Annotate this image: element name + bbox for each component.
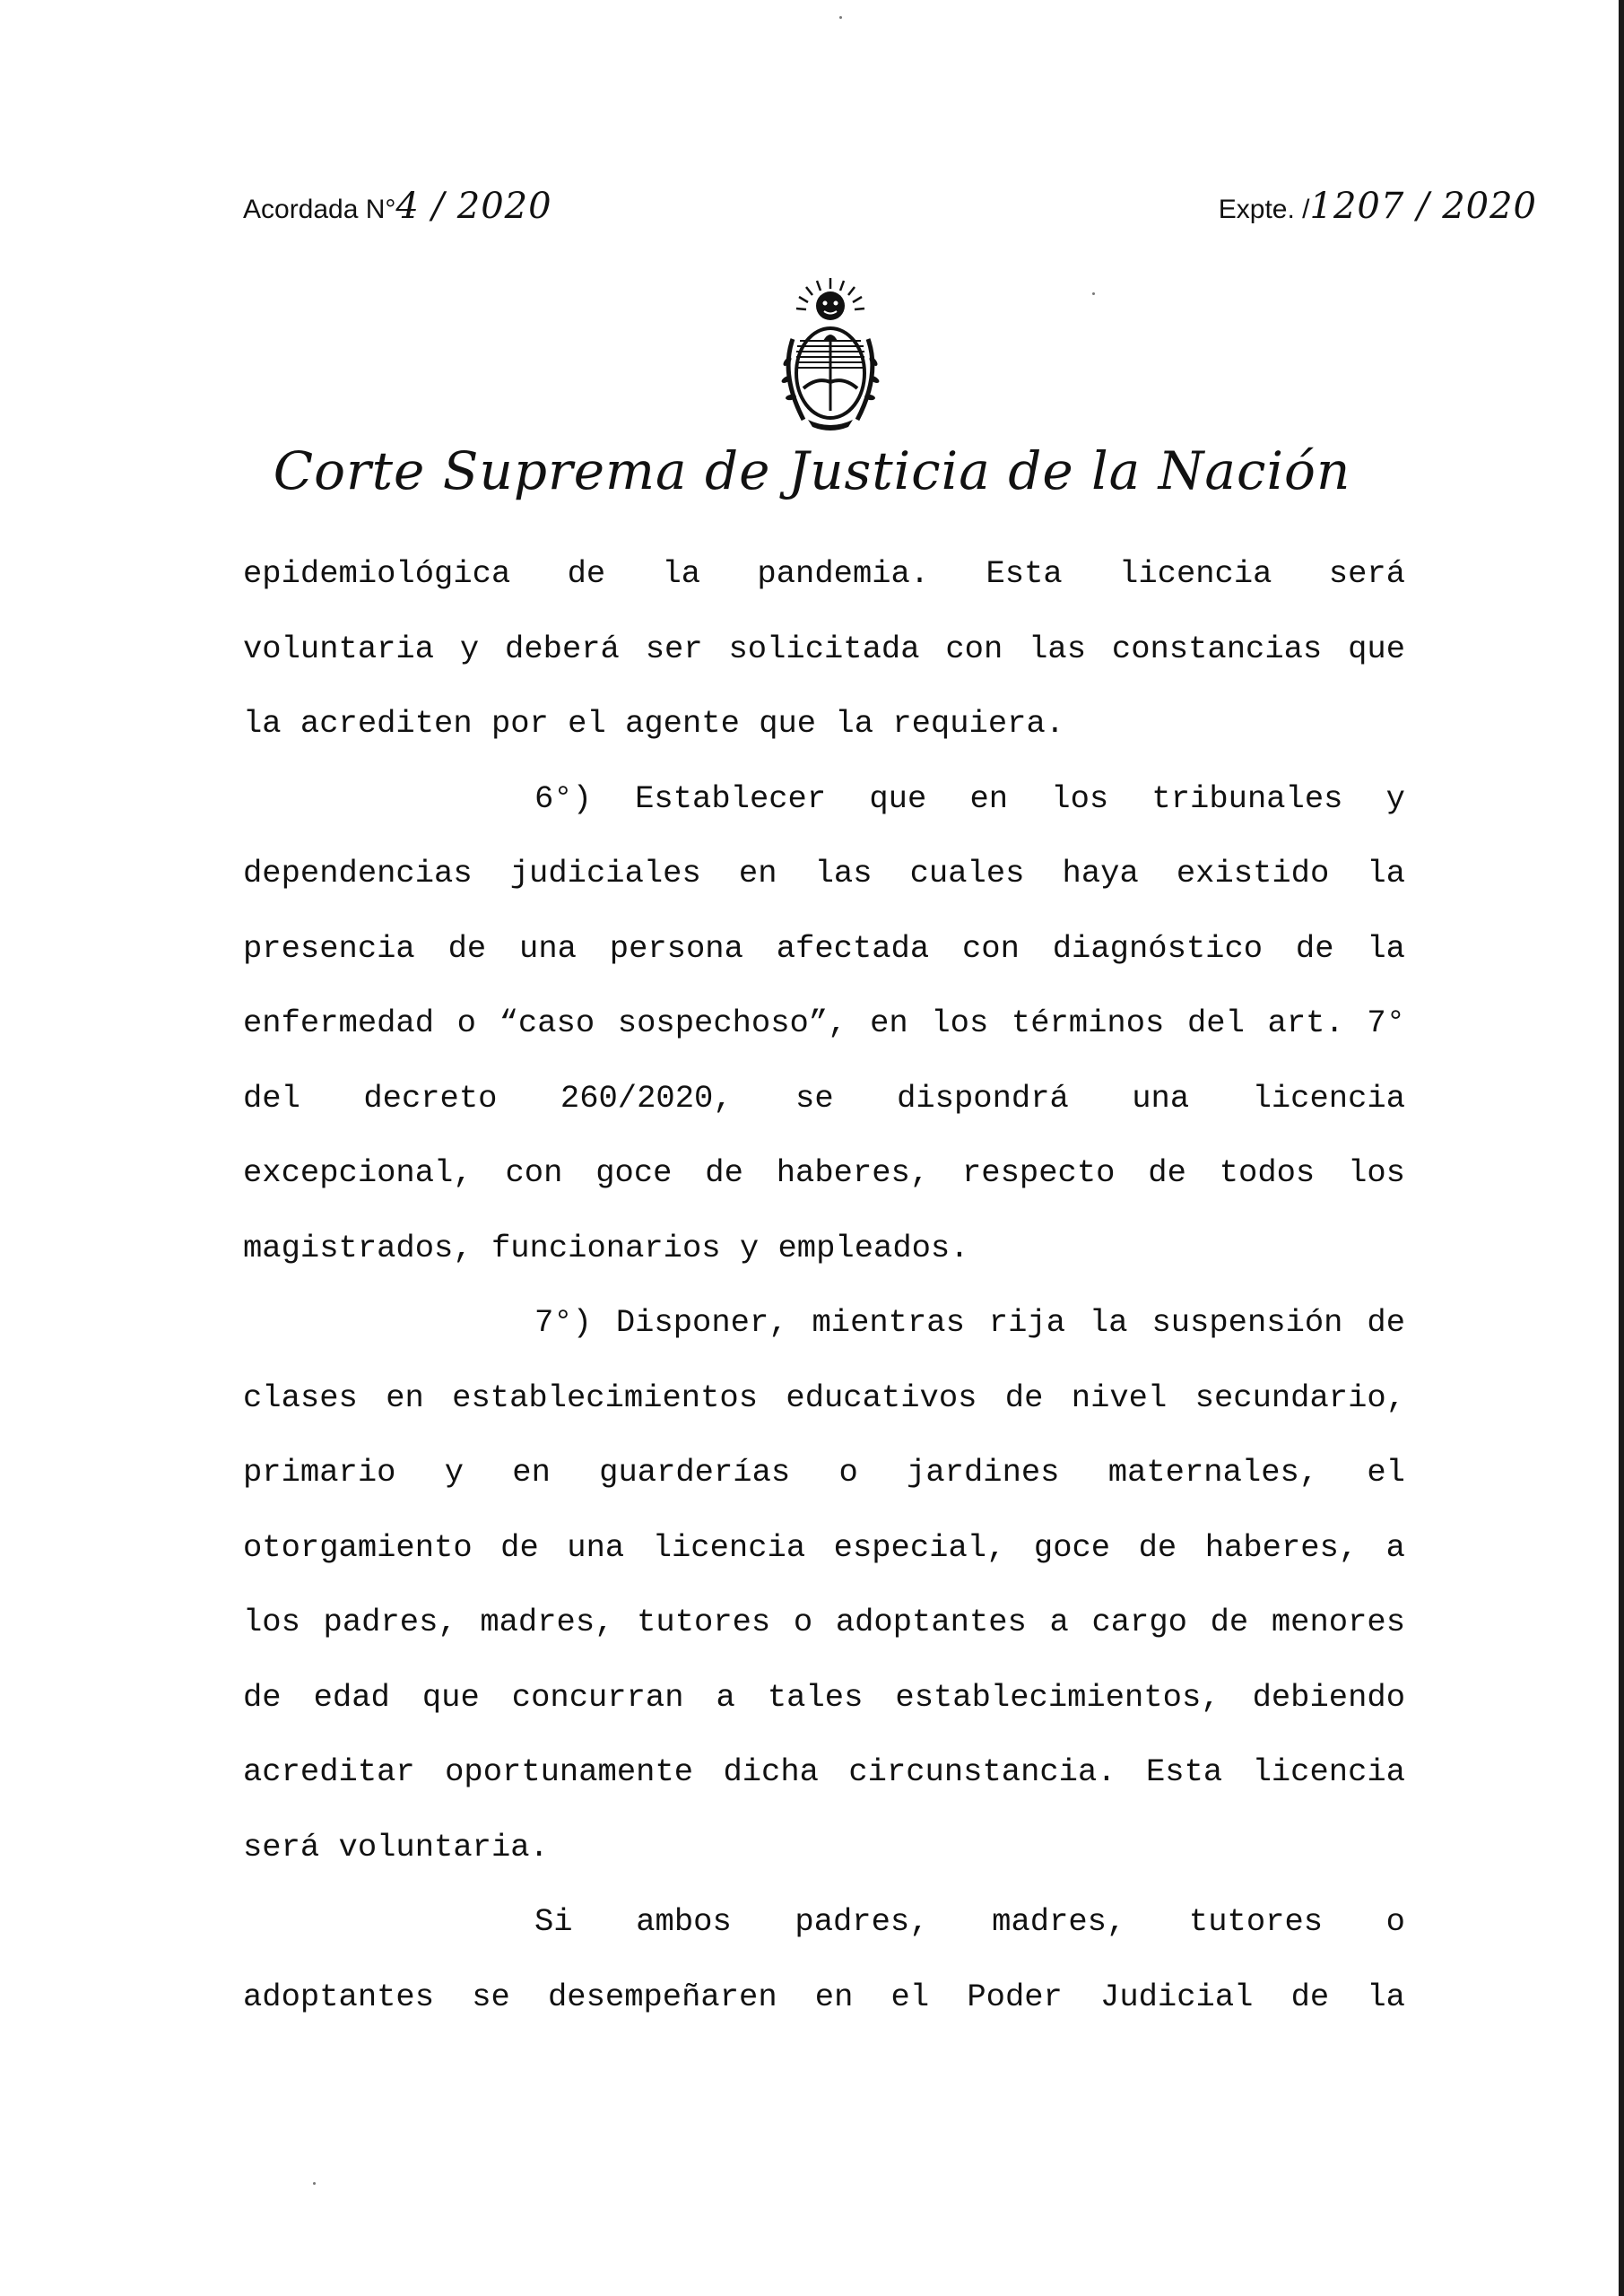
body-line: presencia de una persona afectada con diagnóstico de la (243, 929, 1405, 967)
scan-speck (839, 16, 842, 19)
body-line: voluntaria y deberá ser solicitada con las constancias que (243, 630, 1405, 667)
expte-number: 1207 / 2020 (1309, 186, 1537, 227)
body-line: epidemiológica de la pandemia. Esta licencia será (243, 555, 1405, 592)
body-line: la acrediten por el agente que la requiera. (243, 705, 1065, 742)
body-line: del decreto 260/2020, se dispondrá una licencia (243, 1079, 1405, 1117)
expte-label: Expte. / (1218, 195, 1310, 224)
court-title: Corte Suprema de Justicia de la Nación (273, 440, 1351, 501)
scan-speck (313, 2182, 316, 2185)
document-body (243, 536, 1405, 2034)
body-line: excepcional, con goce de haberes, respecto de todos los (243, 1154, 1405, 1191)
acordada-reference (243, 184, 552, 232)
body-line: los padres, madres, tutores o adoptantes a cargo de menores (243, 1604, 1405, 1640)
body-line: magistrados, funcionarios y empleados. (243, 1229, 969, 1266)
argentina-coat-of-arms-icon (777, 276, 884, 433)
page-edge (1619, 0, 1624, 2296)
body-line: dependencias judiciales en las cuales haya existido la (243, 855, 1405, 891)
body-line: otorgamiento de una licencia especial, goce de haberes, a (243, 1528, 1405, 1566)
body-line: adoptantes se desempeñaren en el Poder Judicial de la (243, 1978, 1405, 2015)
body-line: de edad que concurran a tales establecimientos, debiendo (243, 1678, 1405, 1716)
body-line: 7°) Disponer, mientras rija la suspensión de (534, 1304, 1405, 1341)
body-line: clases en establecimientos educativos de nivel secundario, (243, 1378, 1405, 1416)
acordada-label: Acordada N° (243, 195, 396, 224)
acordada-number: 4 / 2020 (395, 186, 552, 227)
body-line: será voluntaria. (243, 1828, 549, 1866)
body-line: primario y en guarderías o jardines maternales, el (243, 1454, 1405, 1491)
body-line: Si ambos padres, madres, tutores o (534, 1903, 1405, 1940)
scan-speck (1092, 292, 1095, 295)
body-line: enfermedad o “caso sospechoso”, en los términos del art. 7° (243, 1004, 1405, 1041)
body-line: 6°) Establecer que en los tribunales y (534, 779, 1405, 817)
expediente-reference (1219, 184, 1537, 232)
body-line: acreditar oportunamente dicha circunstancia. Esta licencia (243, 1753, 1405, 1790)
